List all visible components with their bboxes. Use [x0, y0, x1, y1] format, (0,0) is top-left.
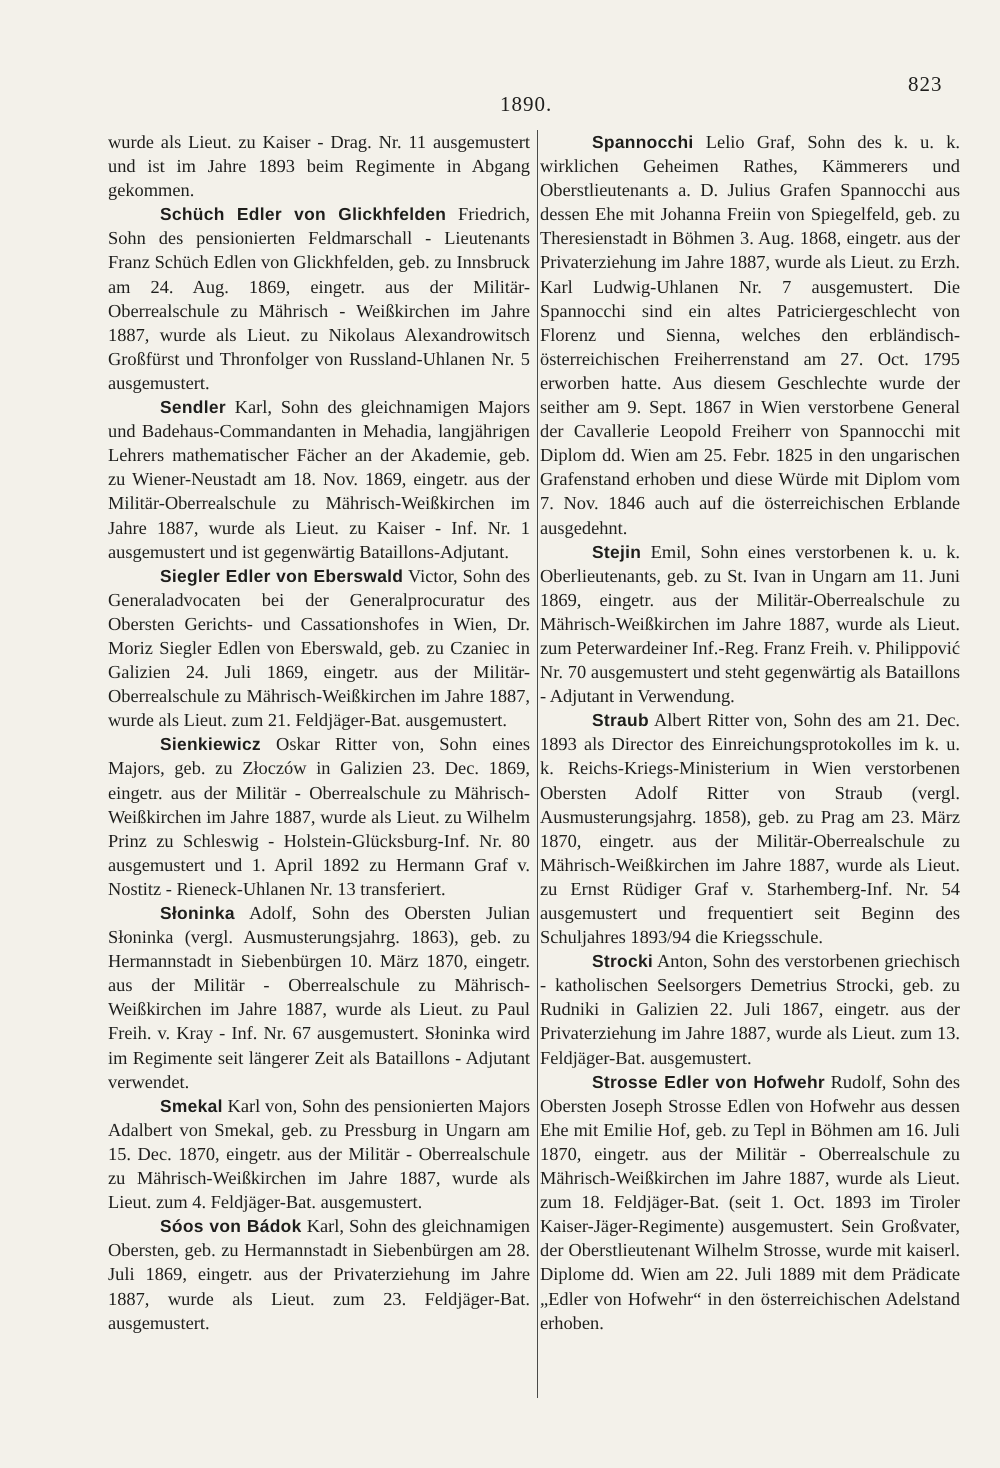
entry-sienkiewicz	[108, 732, 530, 901]
entry-sloninka	[108, 901, 530, 1094]
entry-name: Stejin	[592, 541, 642, 562]
entry-text: Karl von, Sohn des pensionierten Majors Adalbert von Smekal, geb. zu Pressburg in Ungarn am 15. Dec. 1870, eingetr. aus der Militär - Oberrealschule zu Mährisch-Weißkirchen im Jahre 1887, wurde als Lieut. zum 4. Feldjäger-Bat. ausgemustert.	[108, 1095, 530, 1213]
entry-soos	[108, 1214, 530, 1334]
entry-name: Siegler Edler von Eberswald	[160, 565, 404, 586]
entry-text: Rudolf, Sohn des Obersten Joseph Strosse Edlen von Hofwehr aus dessen Ehe mit Emilie Hof, geb. zu Tepl in Böhmen am 16. Juli 1870, eingetr. aus der Militär - Oberrealschule zu Mährisch-Weißkirchen im Jahre 1887, wurde als Lieut. zum 18. Feldjäger-Bat. (seit 1. Oct. 1893 im Tiroler Kaiser-Jäger-Regimente) ausgemustert. Sein Großvater, der Oberstlieutenant Wilhelm Strosse, wurde mit kaiserl. Diplome dd. Wien am 22. Juli 1889 mit dem Prädicate „Edler von Hofwehr“ in den österreichischen Adelstand erhoben.	[540, 1071, 961, 1333]
entry-name: Strocki	[592, 951, 654, 972]
entry-name: Strosse Edler von Hofwehr	[592, 1071, 825, 1092]
left-column	[108, 130, 530, 1335]
entry-name: Straub	[592, 710, 649, 731]
entry-name: Sóos von Bádok	[160, 1216, 302, 1237]
entry-text: Anton, Sohn des verstorbenen griechisch - katholischen Seelsorgers Demetrius Strocki, geb. zu Rudniki in Galizien 22. Juli 1867, eingetr. aus der Privaterziehung im Jahre 1887, wurde als Lieut. zum 13. Feldjäger-Bat. ausgemustert.	[540, 951, 960, 1068]
entry-siegler	[108, 564, 530, 733]
right-column	[540, 130, 960, 1335]
entry-stejin	[540, 540, 960, 709]
entry-name: Schüch Edler von Glickhfelden	[160, 204, 447, 225]
entry-name: Sienkiewicz	[160, 734, 261, 755]
entry-text: wurde als Lieut. zu Kaiser - Drag. Nr. 11 ausgemustert und ist im Jahre 1893 beim Regimente in Abgang gekommen.	[108, 132, 530, 201]
entry-text: Victor, Sohn des Generaladvocaten bei der Generalprocuratur des Obersten Gerichts- und Cassationshofes in Wien, Dr. Moriz Siegler Edlen von Eberswald, geb. zu Czaniec in Galizien 24. Juli 1869, eingetr. aus der Militär-Oberrealschule zu Mährisch-Weißkirchen im Jahre 1887, wurde als Lieut. zum 21. Feldjäger-Bat. ausgemustert.	[108, 565, 530, 731]
entry-text: Lelio Graf, Sohn des k. u. k. wirklichen Geheimen Rathes, Kämmerers und Oberstlieutenants a. D. Julius Grafen Spannocchi aus dessen Ehe mit Johanna Freiin von Spiegelfeld, geb. zu Theresienstadt in Böhmen 3. Aug. 1868, eingetr. aus der Privaterziehung im Jahre 1887, wurde als Lieut. zu Erzh. Karl Ludwig-Uhlanen Nr. 7 ausgemustert. Die Spannocchi sind ein altes Patriciergeschlecht von Florenz und Sienna, welches den erbländisch-österreichischen Freiherrenstand am 27. Oct. 1795 erworben hatte. Aus diesem Geschlechte wurde der seither am 9. Sept. 1867 in Wien verstorbene General der Cavallerie Leopold Freiherr von Spannocchi mit Diplom dd. Wien am 25. Febr. 1825 in den ungarischen Grafenstand erhoben und diese Würde mit Diplom vom 7. Nov. 1846 auch auf die österreichischen Erblande ausgedehnt.	[540, 132, 960, 538]
entry-name: Spannocchi	[592, 132, 694, 152]
entry-schuech	[108, 202, 530, 395]
entry-continuation	[108, 130, 530, 202]
entry-smekal	[108, 1094, 530, 1214]
entry-text: Emil, Sohn eines verstorbenen k. u. k. Oberlieutenants, geb. zu St. Ivan in Ungarn am 11. Juni 1869, eingetr. aus der Militär-Oberrealschule zu Mährisch-Weißkirchen im Jahre 1887, wurde als Lieut. zum Peterwardeiner Inf.-Reg. Franz Freih. v. Philippović Nr. 70 ausgemustert und steht gegenwärtig als Bataillons - Adjutant in Verwendung.	[540, 541, 960, 707]
entry-name: Sendler	[160, 397, 226, 418]
entry-straub	[540, 708, 960, 949]
entry-text: Albert Ritter von, Sohn des am 21. Dec. 1893 als Director des Einreichungsprotokolles im k. u. k. Reichs-Kriegs-Ministerium in Wien verstorbenen Obersten Adolf Ritter von Straub (vergl. Ausmusterungsjahrg. 1858), geb. zu Prag am 23. März 1870, eingetr. aus der Militär-Oberrealschule zu Mährisch-Weißkirchen im Jahre 1887, wurde als Lieut. zu Ernst Rüdiger Graf v. Starhemberg-Inf. Nr. 54 ausgemustert und frequentiert seit Beginn des Schuljahres 1893/94 die Kriegsschule.	[540, 710, 960, 948]
entry-text: Karl, Sohn des gleichnamigen Majors und Badehaus-Commandanten in Mehadia, langjährigen Lehrers mathematischer Fächer an der Akademie, geb. zu Wiener-Neustadt am 18. Nov. 1869, eingetr. aus der Militär-Oberrealschule zu Mährisch-Weißkirchen im Jahre 1887, wurde als Lieut. zu Kaiser - Inf. Nr. 1 ausgemustert und ist gegenwärtig Bataillons-Adjutant.	[108, 397, 530, 562]
entry-text: Karl, Sohn des gleichnamigen Obersten, geb. zu Hermannstadt in Siebenbürgen am 28. Juli 1869, eingetr. aus der Privaterziehung im Jahre 1887, wurde als Lieut. zum 23. Feldjäger-Bat. ausgemustert.	[108, 1216, 530, 1333]
entry-sendler	[108, 395, 530, 564]
entry-spannocchi	[540, 130, 960, 540]
year-heading: 1890.	[500, 92, 553, 116]
entry-strocki	[540, 949, 960, 1069]
column-rule	[537, 130, 538, 1398]
page-number: 823	[908, 72, 943, 96]
entry-name: Słoninka	[160, 903, 235, 923]
entry-strosse	[540, 1070, 960, 1335]
entry-text: Oskar Ritter von, Sohn eines Majors, geb. zu Złoczów in Galizien 23. Dec. 1869, eingetr. aus der Militär - Oberrealschule zu Mährisch-Weißkirchen im Jahre 1887, wurde als Lieut. zu Wilhelm Prinz zu Schleswig - Holstein-Glücksburg-Inf. Nr. 80 ausgemustert und 1. April 1892 zu Hermann Graf v. Nostitz - Rieneck-Uhlanen Nr. 13 transferiert.	[108, 734, 530, 899]
entry-text: Adolf, Sohn des Obersten Julian Słoninka (vergl. Ausmusterungsjahrg. 1863), geb. zu Hermannstadt in Siebenbürgen 10. März 1870, eingetr. aus der Militär - Oberrealschule zu Mährisch-Weißkirchen im Jahre 1887, wurde als Lieut. zu Paul Freih. v. Kray - Inf. Nr. 67 ausgemustert. Słoninka wird im Regimente seit längerer Zeit als Bataillons - Adjutant verwendet.	[108, 903, 530, 1092]
entry-name: Smekal	[160, 1095, 223, 1116]
entry-text: Friedrich, Sohn des pensionierten Feldmarschall - Lieutenants Franz Schüch Edlen von Glickhfelden, geb. zu Innsbruck am 24. Aug. 1869, eingetr. aus der Militär-Oberrealschule zu Mährisch - Weißkirchen im Jahre 1887, wurde als Lieut. zu Nikolaus Alexandrowitsch Großfürst und Thronfolger von Russland-Uhlanen Nr. 5 ausgemustert.	[108, 204, 530, 393]
